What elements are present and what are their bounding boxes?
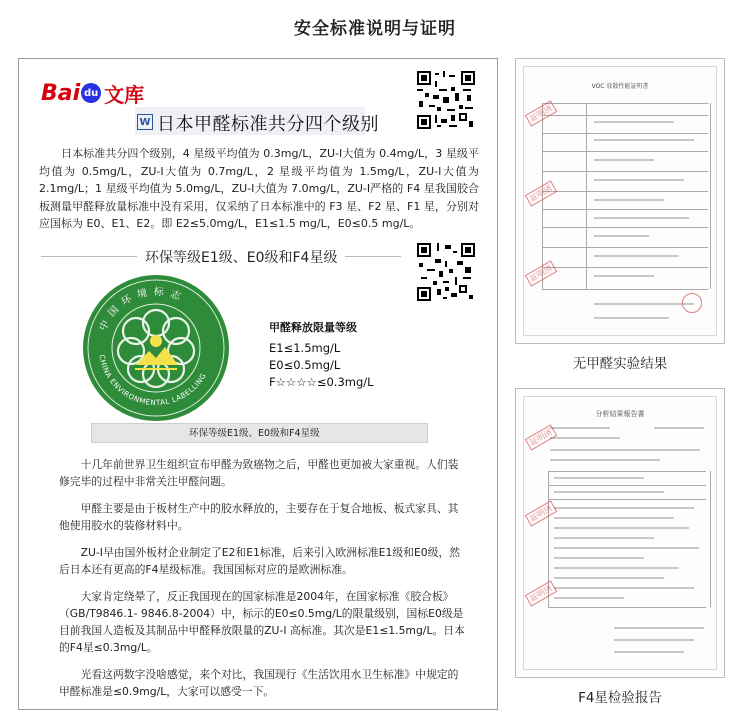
document-title: 日本甲醛标准共分四个级别 xyxy=(157,114,379,135)
label-bottom-text: CHINA ENVIRONMENTAL LABELLING xyxy=(97,353,209,408)
limit-e1: E1≤1.5mg/L xyxy=(269,341,341,355)
body-paragraph: 光看这两数字没啥感觉，来个对比，我国现行《生活饮用水卫生标准》中规定的甲醛标准是≤0.9mg/L，大家可以感受一下。 xyxy=(59,668,459,698)
certificate-voc xyxy=(515,58,725,344)
body-paragraph: ZU-I早由国外板材企业制定了E2和E1标准，后来引入欧洲标准E1级和E0级，然后日本还有更高的F4星级标准。我国国标对应的是欧洲标准。 xyxy=(59,546,461,576)
certificate-caption: 无甲醛实验结果 xyxy=(572,356,668,372)
cert-stamp: 証明済 xyxy=(525,580,557,606)
baidu-wenku-logo xyxy=(41,73,144,113)
body-paragraphs xyxy=(59,456,469,710)
intro-paragraph xyxy=(39,145,479,233)
cert-stamp: 証明済 xyxy=(525,180,557,206)
section-heading: 环保等级E1级、E0级和F4星级 xyxy=(137,247,345,267)
limits-title: 甲醛释放限量等级 xyxy=(269,321,357,334)
seal-icon xyxy=(682,293,702,313)
brand-bai: Bai xyxy=(41,80,81,106)
body-paragraph: 大家肯定绕晕了，反正我国现在的国家标准是2004年，在国家标准《胶合板》（GB/T9846.1- 9846.8-2004）中，标示的E0≤0.5mg/L的限量级别，国标E0级是目前我国人造板及其制品中甲醛释放限量的ZU-I 高标准。其次是E1≤1.5mg/L。日本的F4星≤0.3mg/L。 xyxy=(59,590,465,654)
brand-du-paw: du xyxy=(81,83,101,103)
limit-e0: E0≤0.5mg/L xyxy=(269,358,341,372)
certificate-caption: F4星检验报告 xyxy=(578,690,662,706)
china-environmental-label xyxy=(81,273,231,423)
label-top-text: 中国环境标志 xyxy=(97,286,188,333)
intro-text: 日本标准共分四个级别，4 星级平均值为 0.3mg/L，ZU-I大值为 0.4mg/L，3 星级平均值为 0.5mg/L，ZU-I大值为 0.7mg/L，2 星级平均值为 1.5mg/L，ZU-I大值为 2.1mg/L；1 星级平均值为 5.0mg/L，ZU-I大值为 7.0mg/L，ZU-I严格的 F4 星我国胶合板测量甲醛释放量标准中没有采用，仅采纳了日本标准中的 F3 星、F2 星、F1 星，分别对应国标为 E0、E1、E2。即 E2≤5.0mg/L，E1≤1.5 mg/L，E0≤0.5 mg/L。 xyxy=(39,147,479,230)
brand-wenku: 文库 xyxy=(104,82,145,107)
cert-header: VOC 放散性能証明書 xyxy=(591,83,649,90)
qr-code-icon xyxy=(417,71,475,129)
certificate-f4-report xyxy=(515,388,725,678)
body-paragraph: 甲醛主要是由于板材生产中的胶水释放的，主要存在于复合地板、板式家具、其他使用胶水的装修材料中。 xyxy=(59,502,459,532)
page-title: 安全标准说明与证明 xyxy=(294,19,456,39)
body-paragraph: 十几年前世界卫生组织宣布甲醛为致癌物之后，甲醛也更加被大家重视。人们装修完毕的过程中非常关注甲醛问题。 xyxy=(59,458,459,488)
cert-stamp: 証明済 xyxy=(525,100,557,126)
word-doc-icon: W xyxy=(137,114,153,130)
caption-text: 环保等级E1级、E0级和F4星级 xyxy=(189,428,320,439)
qr-code-icon-2 xyxy=(417,243,475,301)
document-screenshot xyxy=(18,58,498,710)
limit-f4: F☆☆☆☆≤0.3mg/L xyxy=(269,375,374,389)
formaldehyde-limits xyxy=(269,319,374,391)
cert-header: 分析結果報告書 xyxy=(595,410,645,418)
cert-stamp: 証明済 xyxy=(525,424,557,450)
cert-stamp: 証明済 xyxy=(525,260,557,286)
cert-stamp: 証明済 xyxy=(525,500,557,526)
